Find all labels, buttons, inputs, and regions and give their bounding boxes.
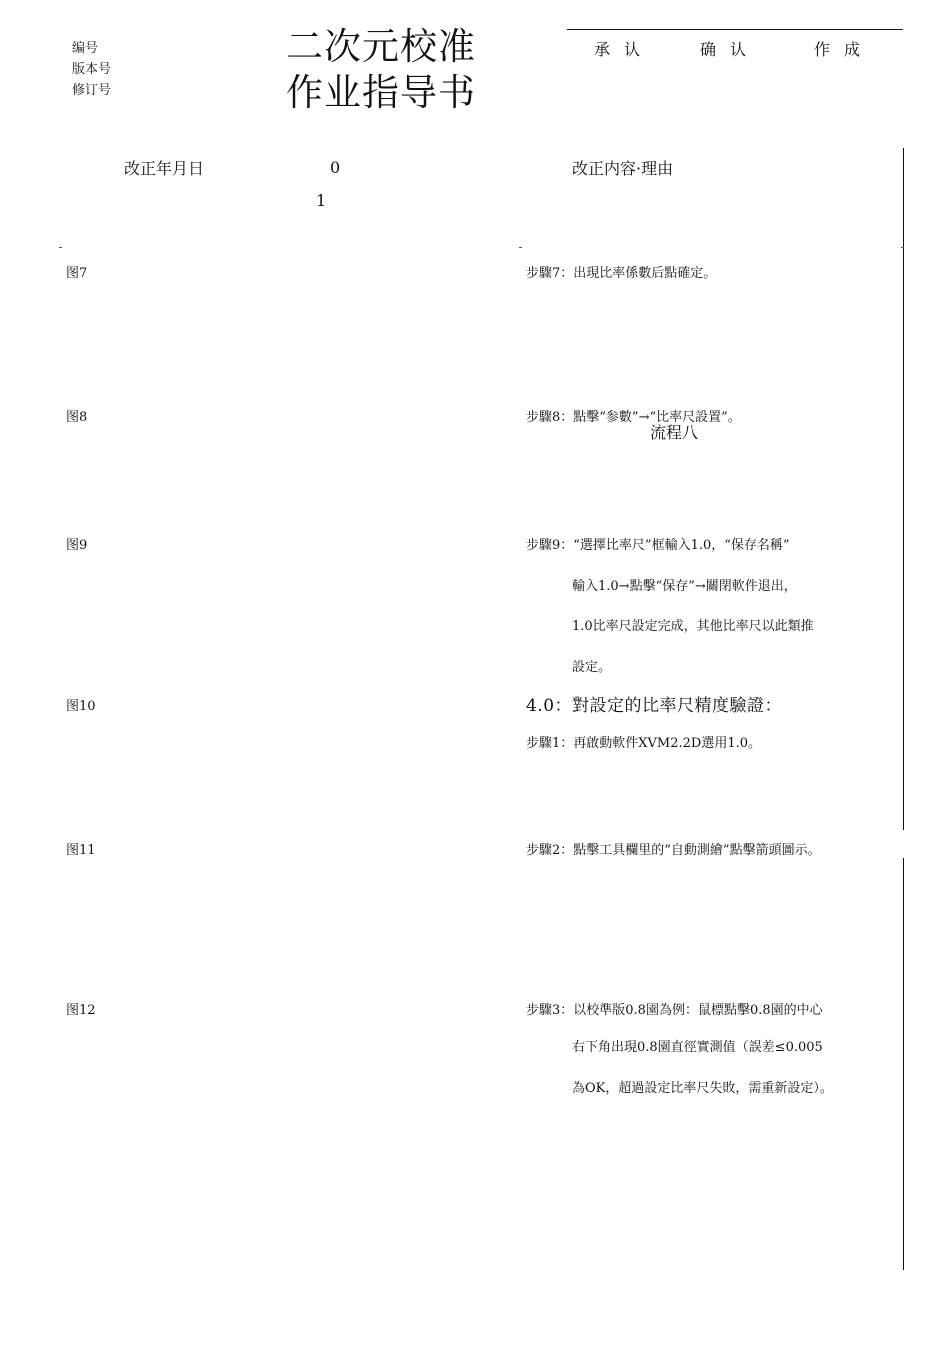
- flow-overlay-text: 流程八: [650, 423, 699, 442]
- figure-label-9: 图9: [66, 538, 88, 553]
- revision-date-header: 改正年月日: [124, 159, 205, 178]
- section-heading-4-0: 4.0：對設定的比率尺精度驗證：: [526, 696, 783, 716]
- version-label: 版本号: [72, 62, 112, 77]
- figure-label-12: 图12: [66, 1003, 96, 1018]
- approval-divider: [567, 29, 903, 30]
- step-1-text: 步驟1：再啟動軟件XVM2.2D選用1.0。: [526, 736, 761, 751]
- document-title-line1: 二次元校准: [286, 25, 476, 68]
- figure-label-11: 图11: [66, 843, 96, 858]
- approval-label-create: 作成: [814, 40, 875, 59]
- figure-label-10: 图10: [66, 699, 96, 714]
- figure-label-8: 图8: [66, 410, 88, 425]
- step-3-line2: 右下角出現0.8園直徑實測值（誤差≤0.005: [572, 1040, 823, 1055]
- divider-mark-right: [901, 247, 904, 248]
- revision-content-header: 改正内容·理由: [572, 159, 674, 178]
- revision-label: 修订号: [72, 83, 112, 98]
- revision-number-0: 0: [330, 158, 341, 177]
- step-9-line3: 1.0比率尺設定完成，其他比率尺以此類推: [572, 619, 814, 634]
- divider-mark-mid: [519, 247, 522, 248]
- figure-label-7: 图7: [66, 266, 88, 281]
- right-border-lower: [903, 858, 904, 1270]
- approval-label-confirm: 确认: [700, 40, 761, 59]
- step-3-line3: 為OK，超過設定比率尺失敗，需重新設定）。: [572, 1081, 833, 1096]
- step-9-line2: 輸入1.0→點擊“保存”→關閉軟件退出，: [572, 579, 797, 594]
- step-3-text: 步驟3：以校準版0.8園為例：鼠標點擊0.8園的中心: [526, 1003, 823, 1018]
- step-7-text: 步驟7：出現比率係數后點確定。: [526, 266, 717, 281]
- right-border-upper: [903, 148, 904, 830]
- document-title-line2: 作业指导书: [286, 71, 476, 114]
- divider-mark-left: [59, 247, 62, 248]
- approval-label-approve: 承认: [594, 40, 655, 59]
- revision-number-1: 1: [316, 191, 327, 210]
- doc-number-label: 编号: [72, 41, 99, 56]
- step-2-text: 步驟2：點擊工具欄里的“自動測繪”點擊箭頭圖示。: [526, 843, 821, 858]
- step-8-text: 步驟8：點擊“参數”→“比率尺設置”。: [526, 410, 741, 425]
- step-9-text: 步驟9：“選擇比率尺”框輸入1.0，“保存名稱”: [526, 538, 790, 553]
- step-9-line4: 設定。: [572, 660, 612, 675]
